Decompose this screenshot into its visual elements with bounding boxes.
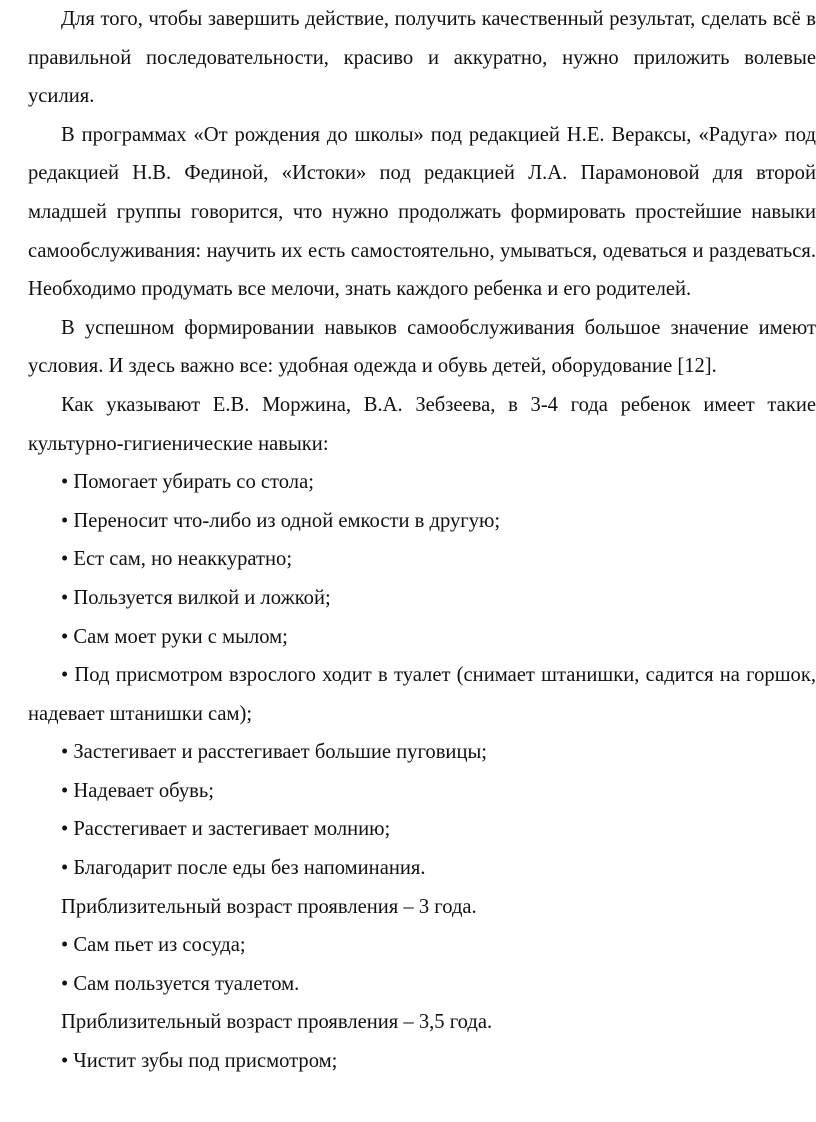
paragraph-conditions: В успешном формировании навыков самообслуживания большое значение имеют условия. И здесь важно все: удобная одежда и обувь детей, оборудование [12].	[28, 316, 816, 378]
list-item: • Расстегивает и застегивает молнию;	[61, 818, 391, 841]
list-item: • Переносит что-либо из одной емкости в другую;	[61, 509, 501, 532]
list-item: • Пользуется вилкой и ложкой;	[61, 586, 331, 609]
list-item: • Сам пользуется туалетом.	[61, 972, 300, 995]
list-item: • Надевает обувь;	[61, 779, 214, 802]
list-item: • Помогает убирать со стола;	[61, 471, 314, 494]
age-note: Приблизительный возраст проявления – 3,5 года.	[61, 1011, 493, 1034]
list-item: • Под присмотром взрослого ходит в туалет (снимает штанишки, садится на горшок, надевает штанишки сам);	[28, 664, 816, 725]
list-item: • Сам пьет из сосуда;	[61, 934, 246, 957]
list-item: • Ест сам, но неаккуратно;	[61, 548, 293, 571]
paragraph-intro: Для того, чтобы завершить действие, получить качественный результат, сделать всё в правильной последовательности, красиво и аккуратно, нужно приложить волевые усилия.	[28, 8, 816, 108]
list-item: • Чистит зубы под присмотром;	[61, 1050, 338, 1073]
list-item: • Застегивает и расстегивает большие пуговицы;	[61, 741, 488, 764]
list-item: • Сам моет руки с мылом;	[61, 625, 288, 648]
paragraph-programs: В программах «От рождения до школы» под редакцией Н.Е. Вераксы, «Радуга» под редакцией Н.В. Фединой, «Истоки» под редакцией Л.А. Парамоновой для второй младшей группы говорится, что нужно продолжать формировать простейшие навыки самообслуживания: научить их есть самостоятельно, умываться, одеваться и раздеваться. Необходимо продумать все мелочи, знать каждого ребенка и его родителей.	[28, 123, 816, 301]
age-note: Приблизительный возраст проявления – 3 года.	[61, 895, 477, 918]
list-item: • Благодарит после еды без напоминания.	[61, 857, 426, 880]
document-body	[28, 0, 816, 1081]
paragraph-skills-intro: Как указывают Е.В. Моржина, В.А. Зебзеева, в 3-4 года ребенок имеет такие культурно-гигиенические навыки:	[28, 393, 816, 455]
